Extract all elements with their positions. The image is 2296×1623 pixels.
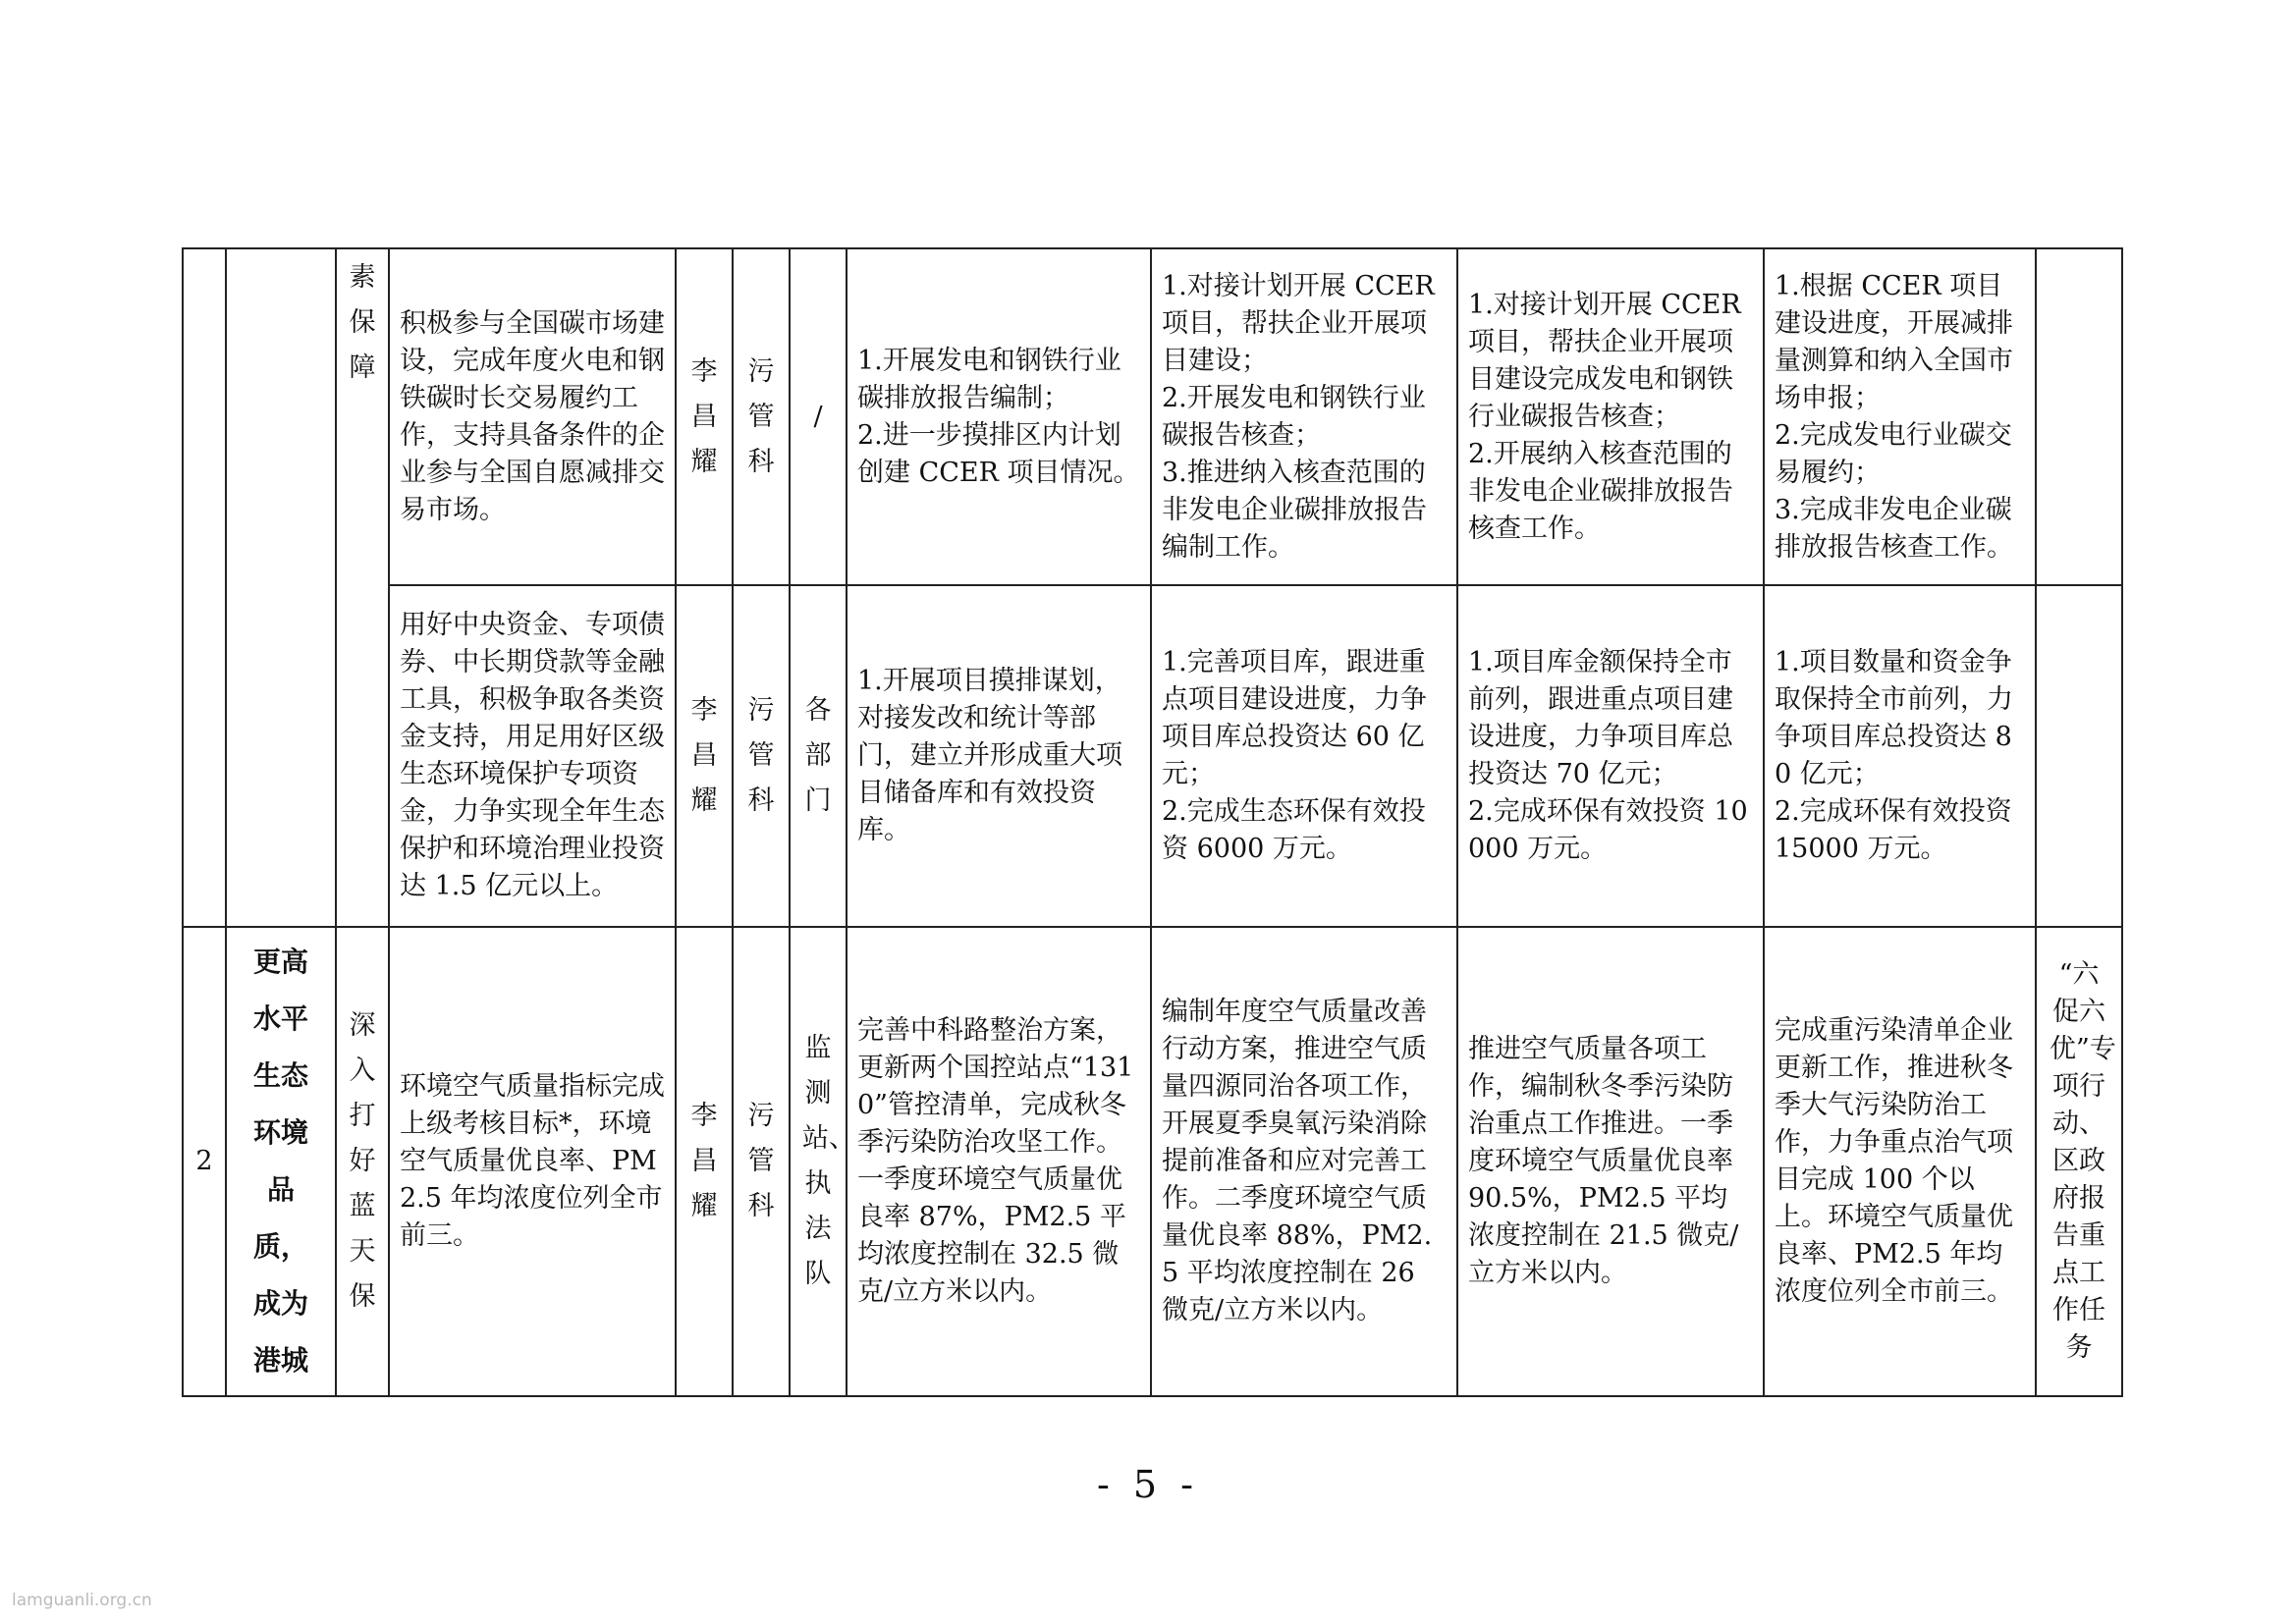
leader-cell: 李昌耀 [676,585,733,927]
lead-unit-cell: 污管科 [733,585,790,927]
q3-cell: 推进空气质量各项工作，编制秋冬季污染防治重点工作推进。一季度环境空气质量优良率 90.5%，PM2.5 平均浓度控制在 21.5 微克/立方米以内。 [1457,927,1764,1396]
q2-cell: 1.完善项目库，跟进重点项目建设进度，力争项目库总投资达 60 亿元； 2.完成生态环保有效投资 6000 万元。 [1151,585,1457,927]
note-cell: “六促六优”专项行动、区政府报告重点工作任务 [2036,927,2122,1396]
page-number: - 5 - [1096,1463,1199,1506]
cooperating-unit-cell: / [790,248,847,585]
target-cell: 积极参与全国碳市场建设，完成年度火电和钢铁碳时长交易履约工作，支持具备条件的企业参与全国自愿减排交易市场。 [389,248,676,585]
sub-task-cell: 深入打好蓝天保 [336,927,389,1396]
leader-cell: 李昌耀 [676,927,733,1396]
lead-unit-cell: 污管科 [733,248,790,585]
task-table [182,247,2123,1397]
q4-cell: 完成重污染清单企业更新工作，推进秋冬季大气污染防治工作，力争重点治气项目完成 100 个以上。环境空气质量优良率、PM2.5 年均浓度位列全市前三。 [1764,927,2036,1396]
q4-cell: 1.根据 CCER 项目建设进度，开展减排量测算和纳入全国市场申报； 2.完成发电行业碳交易履约； 3.完成非发电企业碳排放报告核查工作。 [1764,248,2036,585]
watermark: lamguanli.org.cn [12,1591,152,1610]
cooperating-unit-cell: 各部门 [790,585,847,927]
q1-cell: 完善中科路整治方案，更新两个国控站点“1310”管控清单，完成秋冬季污染防治攻坚工作。一季度环境空气质量优良率 87%，PM2.5 平均浓度控制在 32.5 微克/立方米以内。 [847,927,1151,1396]
q2-cell: 1.对接计划开展 CCER 项目，帮扶企业开展项目建设； 2.开展发电和钢铁行业碳报告核查； 3.推进纳入核查范围的非发电企业碳排放报告编制工作。 [1151,248,1457,585]
table-row [183,248,2122,585]
leader-cell: 李昌耀 [676,248,733,585]
sequence-cell: 2 [183,927,226,1396]
q2-cell: 编制年度空气质量改善行动方案，推进空气质量四源同治各项工作，开展夏季臭氧污染消除提前准备和应对完善工作。二季度环境空气质量优良率 88%，PM2.5 平均浓度控制在 26 微克/立方米以内。 [1151,927,1457,1396]
category-cell: 更高水平生态环境品质，成为港城 [226,927,336,1396]
table-row [183,585,2122,927]
q1-cell: 1.开展发电和钢铁行业碳排放报告编制； 2.进一步摸排区内计划创建 CCER 项目情况。 [847,248,1151,585]
q1-cell: 1.开展项目摸排谋划，对接发改和统计等部门，建立并形成重大项目储备库和有效投资库。 [847,585,1151,927]
target-cell: 环境空气质量指标完成上级考核目标*，环境空气质量优良率、PM2.5 年均浓度位列全市前三。 [389,927,676,1396]
q4-cell: 1.项目数量和资金争取保持全市前列，力争项目库总投资达 80 亿元； 2.完成环保有效投资 15000 万元。 [1764,585,2036,927]
sequence-cell [183,248,226,927]
note-cell [2036,585,2122,927]
category-cell [226,248,336,927]
cooperating-unit-cell: 监测站、执法队 [790,927,847,1396]
lead-unit-cell: 污管科 [733,927,790,1396]
table-row [183,927,2122,1396]
q3-cell: 1.项目库金额保持全市前列，跟进重点项目建设进度，力争项目库总投资达 70 亿元； 2.完成环保有效投资 10000 万元。 [1457,585,1764,927]
q3-cell: 1.对接计划开展 CCER 项目，帮扶企业开展项目建设完成发电和钢铁行业碳报告核查； 2.开展纳入核查范围的非发电企业碳排放报告核查工作。 [1457,248,1764,585]
sub-task-cell: 素保障 [336,248,389,927]
target-cell: 用好中央资金、专项债券、中长期贷款等金融工具，积极争取各类资金支持，用足用好区级生态环境保护专项资金，力争实现全年生态保护和环境治理业投资达 1.5 亿元以上。 [389,585,676,927]
note-cell [2036,248,2122,585]
